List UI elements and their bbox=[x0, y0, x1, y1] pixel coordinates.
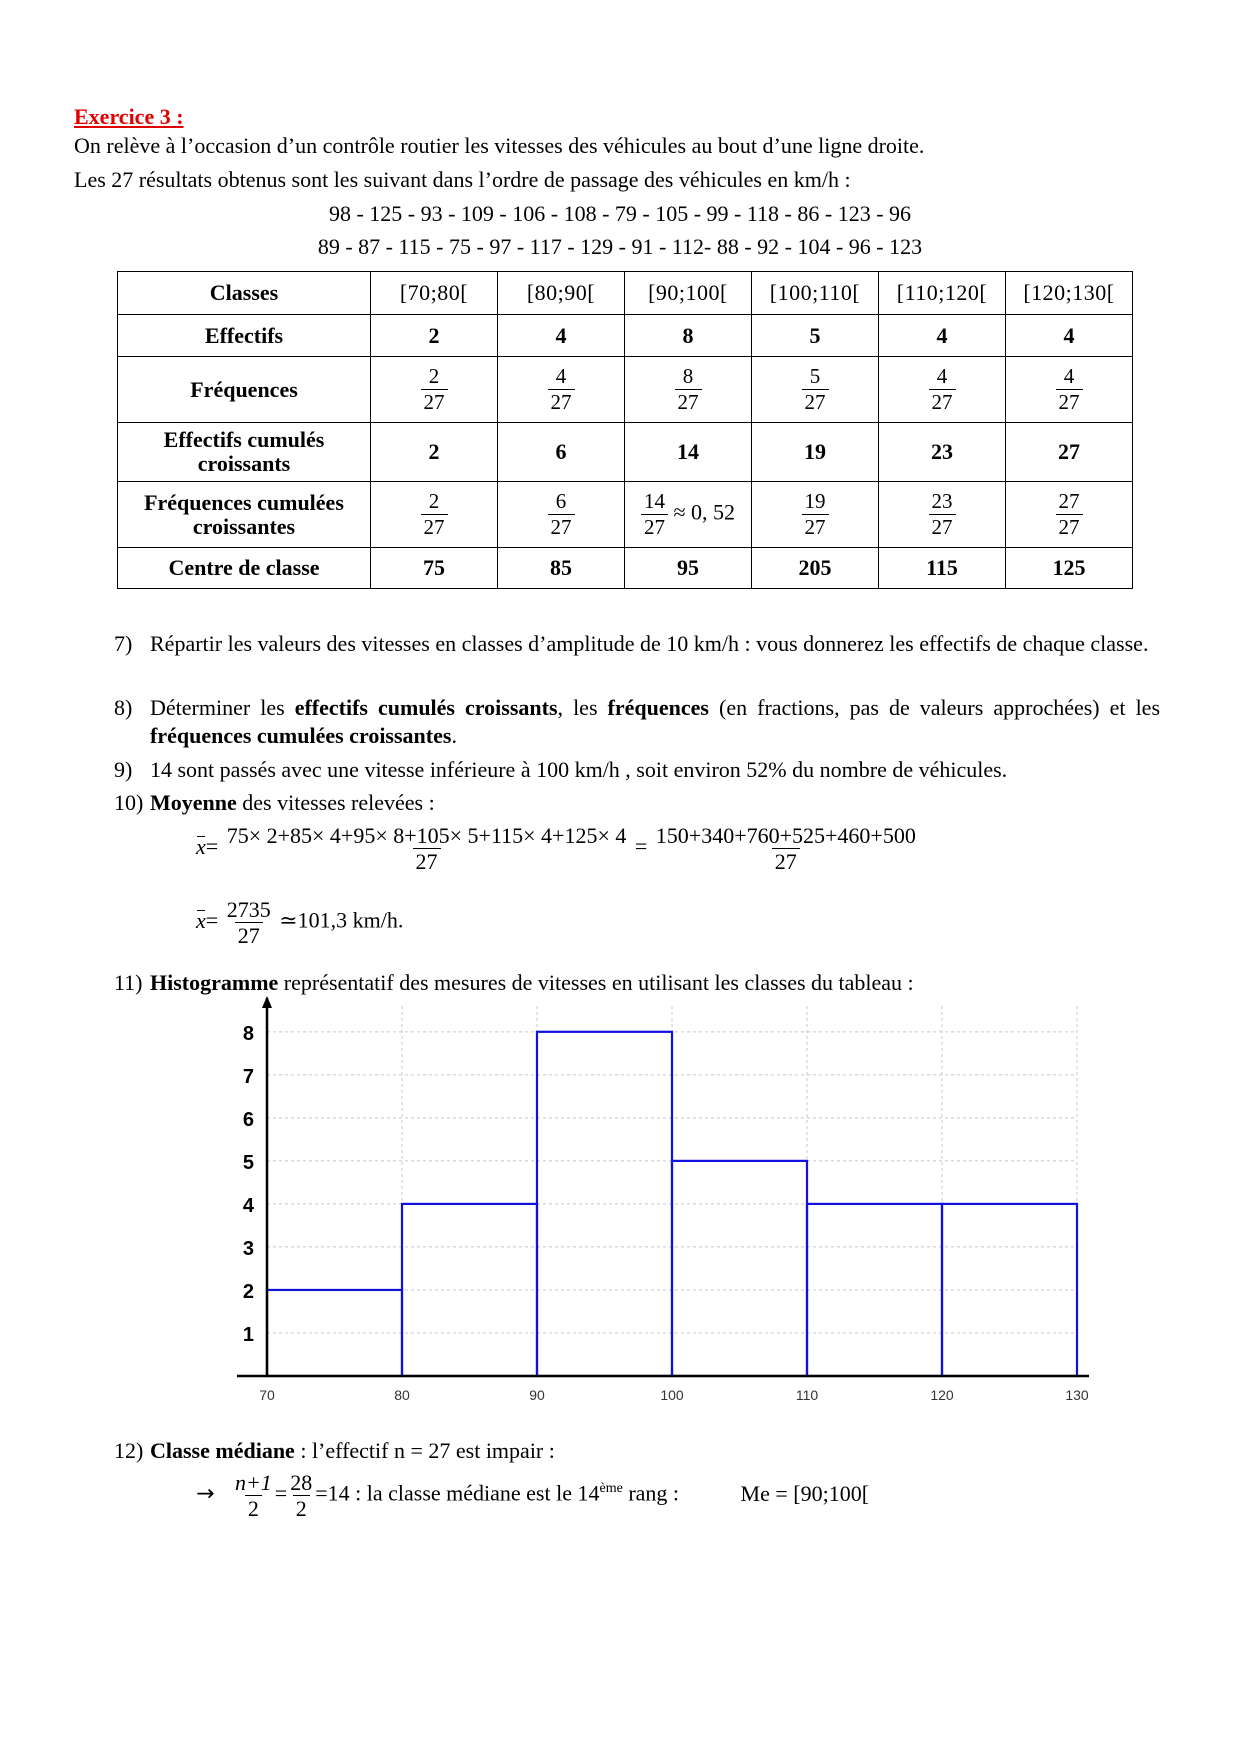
histogram-bar bbox=[402, 1204, 537, 1376]
fraction bbox=[1056, 364, 1083, 415]
mean-result bbox=[196, 897, 403, 948]
fraction-denominator: 27 bbox=[929, 514, 956, 540]
centre-cell: 95 bbox=[625, 548, 752, 589]
fraction bbox=[1056, 489, 1083, 540]
median-fraction-2 bbox=[287, 1470, 315, 1521]
text-bold: fréquences bbox=[607, 695, 709, 720]
data-line-1: 98 - 125 - 93 - 109 - 106 - 108 - 79 - 105 - 99 - 118 - 86 - 123 - 96 bbox=[328, 201, 912, 226]
fraction-numerator: n+1 bbox=[234, 1470, 272, 1495]
fraction-denominator: 27 bbox=[1056, 389, 1083, 415]
arrow-right-icon: → bbox=[196, 1481, 215, 1507]
histogram-chart bbox=[222, 992, 1102, 1430]
fraction-numerator: 4 bbox=[1063, 364, 1075, 388]
class-cell: [120;130[ bbox=[1006, 272, 1133, 315]
fraction-numerator: 75× 2+85× 4+95× 8+105× 5+115× 4+125× 4 bbox=[226, 823, 627, 848]
row-frequences bbox=[118, 357, 1133, 423]
fraction-numerator: 150+340+760+525+460+500 bbox=[655, 823, 916, 848]
y-tick-label: 6 bbox=[242, 1108, 254, 1131]
text-run: représentatif des mesures de vitesses en utilisant les classes du tableau : bbox=[278, 970, 914, 995]
median-class: Me = [90;100[ bbox=[740, 1480, 870, 1506]
question-text bbox=[150, 789, 1160, 817]
effectif-cell: 4 bbox=[1006, 315, 1133, 357]
centre-cell: 85 bbox=[498, 548, 625, 589]
fraction bbox=[802, 364, 829, 415]
stats-table bbox=[117, 271, 1133, 589]
mean-symbol: x bbox=[196, 907, 206, 933]
fraction-denominator: 27 bbox=[802, 389, 829, 415]
row-centre bbox=[118, 548, 1133, 589]
frequence-cell bbox=[625, 357, 752, 423]
text-run: Déterminer les bbox=[150, 695, 295, 720]
y-tick-label: 4 bbox=[242, 1194, 254, 1217]
frequence-cell bbox=[371, 357, 498, 423]
median-rank-text: =14 : la classe médiane est le 14 bbox=[315, 1480, 600, 1506]
effectif-cell: 2 bbox=[371, 315, 498, 357]
row-label-frequences: Fréquences bbox=[118, 357, 371, 423]
equals: = bbox=[205, 833, 219, 859]
y-tick-label: 8 bbox=[242, 1022, 254, 1045]
equals: = bbox=[634, 833, 648, 859]
fraction-denominator: 2 bbox=[293, 1495, 310, 1521]
x-tick-label: 100 bbox=[660, 1387, 684, 1403]
question-number: 8) bbox=[114, 695, 133, 720]
fraction-numerator: 8 bbox=[682, 364, 694, 388]
median-fraction-1 bbox=[232, 1470, 275, 1521]
ecc-cell: 14 bbox=[625, 423, 752, 482]
fraction-numerator: 2 bbox=[428, 364, 440, 388]
mean-fraction-3 bbox=[224, 897, 274, 948]
fraction bbox=[929, 364, 956, 415]
fraction bbox=[421, 364, 448, 415]
fraction-numerator: 6 bbox=[555, 489, 567, 513]
ecc-cell: 2 bbox=[371, 423, 498, 482]
mean-fraction-2 bbox=[653, 823, 919, 874]
x-tick-label: 130 bbox=[1065, 1387, 1089, 1403]
fraction-numerator: 27 bbox=[1058, 489, 1080, 513]
centre-cell: 115 bbox=[879, 548, 1006, 589]
question-number: 11) bbox=[114, 970, 143, 995]
x-tick-label: 70 bbox=[259, 1387, 275, 1403]
question-9 bbox=[114, 756, 1160, 784]
text-bold: Classe médiane bbox=[150, 1438, 295, 1463]
class-cell: [90;100[ bbox=[625, 272, 752, 315]
x-tick-label: 110 bbox=[795, 1387, 819, 1403]
fcc-approx: ≈ 0, 52 bbox=[673, 499, 736, 525]
mean-fraction-1 bbox=[224, 823, 630, 874]
equals: = bbox=[205, 907, 219, 933]
data-line-2: 89 - 87 - 115 - 75 - 97 - 117 - 129 - 91 - 112- 88 - 92 - 104 - 96 - 123 bbox=[317, 234, 923, 259]
fraction bbox=[548, 364, 575, 415]
question-12 bbox=[114, 1437, 1160, 1465]
text-run: (en fractions, pas de valeurs approchées) et les bbox=[708, 695, 1161, 720]
ecc-cell: 6 bbox=[498, 423, 625, 482]
effectif-cell: 4 bbox=[879, 315, 1006, 357]
text-bold: Moyenne bbox=[150, 790, 237, 815]
fcc-cell bbox=[752, 482, 879, 548]
question-text bbox=[150, 1437, 1160, 1465]
fcc-cell bbox=[625, 482, 752, 548]
fraction-denominator: 2 bbox=[245, 1495, 262, 1521]
question-text bbox=[150, 694, 1160, 750]
fraction bbox=[675, 364, 702, 415]
fraction-denominator: 27 bbox=[675, 389, 702, 415]
y-tick-label: 3 bbox=[242, 1237, 254, 1260]
median-formula bbox=[196, 1470, 869, 1521]
row-label-effectifs: Effectifs bbox=[118, 315, 371, 357]
fraction-numerator: 23 bbox=[931, 489, 953, 513]
fraction bbox=[929, 489, 956, 540]
equals: = bbox=[274, 1480, 288, 1506]
x-tick-label: 90 bbox=[529, 1387, 545, 1403]
median-rank-suffix: rang : bbox=[622, 1480, 680, 1506]
class-cell: [100;110[ bbox=[752, 272, 879, 315]
y-tick-label: 2 bbox=[242, 1280, 254, 1303]
ecc-cell: 27 bbox=[1006, 423, 1133, 482]
fraction bbox=[641, 489, 668, 540]
histogram-bar bbox=[942, 1204, 1077, 1376]
fraction-numerator: 4 bbox=[555, 364, 567, 388]
intro-line-1: On relève à l’occasion d’un contrôle routier les vitesses des véhicules au bout d’une ligne droite. bbox=[74, 133, 925, 158]
question-8 bbox=[114, 694, 1160, 750]
class-cell: [80;90[ bbox=[498, 272, 625, 315]
row-ecc bbox=[118, 423, 1133, 482]
fraction bbox=[548, 489, 575, 540]
frequence-cell bbox=[498, 357, 625, 423]
x-tick-label: 120 bbox=[930, 1387, 954, 1403]
text-run: des vitesses relevées : bbox=[236, 790, 435, 815]
class-cell: [70;80[ bbox=[371, 272, 498, 315]
fcc-cell bbox=[498, 482, 625, 548]
x-tick-label: 80 bbox=[394, 1387, 410, 1403]
fraction-denominator: 27 bbox=[929, 389, 956, 415]
histogram-bar bbox=[672, 1161, 807, 1376]
fraction-denominator: 27 bbox=[802, 514, 829, 540]
question-number: 7) bbox=[114, 631, 133, 656]
fraction-numerator: 28 bbox=[290, 1470, 313, 1495]
fraction-numerator: 4 bbox=[936, 364, 948, 388]
fraction-denominator: 27 bbox=[548, 514, 575, 540]
y-tick-label: 1 bbox=[242, 1323, 254, 1346]
y-axis-arrow-icon bbox=[262, 996, 272, 1008]
fraction-denominator: 27 bbox=[641, 514, 668, 540]
frequence-cell bbox=[879, 357, 1006, 423]
row-label-classes: Classes bbox=[118, 272, 371, 315]
fraction-denominator: 27 bbox=[421, 389, 448, 415]
centre-cell: 125 bbox=[1006, 548, 1133, 589]
mean-symbol: x bbox=[196, 833, 206, 859]
text-bold: effectifs cumulés croissants bbox=[294, 695, 558, 720]
question-10 bbox=[114, 789, 1160, 817]
centre-cell: 75 bbox=[371, 548, 498, 589]
frequence-cell bbox=[752, 357, 879, 423]
chart-tick-labels bbox=[243, 1023, 1089, 1403]
text-run: . bbox=[451, 723, 457, 748]
question-number: 9) bbox=[114, 757, 133, 782]
chart-axes bbox=[237, 996, 1089, 1376]
fraction bbox=[802, 489, 829, 540]
effectif-cell: 4 bbox=[498, 315, 625, 357]
fraction-numerator: 14 bbox=[643, 489, 665, 513]
centre-cell: 205 bbox=[752, 548, 879, 589]
fraction-numerator: 5 bbox=[809, 364, 821, 388]
fraction-denominator: 27 bbox=[1056, 514, 1083, 540]
mean-formula bbox=[196, 823, 919, 874]
ecc-cell: 19 bbox=[752, 423, 879, 482]
fraction-denominator: 27 bbox=[421, 514, 448, 540]
question-text: 14 sont passés avec une vitesse inférieure à 100 km/h , soit environ 52% du nombre de véhicules. bbox=[150, 757, 1008, 782]
question-number: 12) bbox=[114, 1438, 144, 1463]
superscript: ème bbox=[599, 1481, 623, 1497]
row-label-centre: Centre de classe bbox=[118, 548, 371, 589]
fcc-cell bbox=[371, 482, 498, 548]
text-run: : l’effectif n = 27 est impair : bbox=[294, 1438, 555, 1463]
fraction-denominator: 27 bbox=[548, 389, 575, 415]
question-7 bbox=[114, 630, 1160, 658]
row-effectifs bbox=[118, 315, 1133, 357]
question-number: 10) bbox=[114, 790, 144, 815]
y-tick-label: 7 bbox=[242, 1065, 254, 1088]
row-label-ecc: Effectifs cumulés croissants bbox=[118, 423, 371, 482]
effectif-cell: 5 bbox=[752, 315, 879, 357]
y-tick-label: 5 bbox=[242, 1151, 254, 1174]
intro-line-2: Les 27 résultats obtenus sont les suivant dans l’ordre de passage des véhicules en km/h : bbox=[74, 167, 851, 192]
text-run: , les bbox=[557, 695, 608, 720]
fraction-denominator: 27 bbox=[772, 848, 800, 874]
row-label-fcc: Fréquences cumulées croissantes bbox=[118, 482, 371, 548]
row-classes bbox=[118, 272, 1133, 315]
row-fcc bbox=[118, 482, 1133, 548]
ecc-cell: 23 bbox=[879, 423, 1006, 482]
question-text: Répartir les valeurs des vitesses en classes d’amplitude de 10 km/h : vous donnerez les effectifs de chaque classe. bbox=[150, 631, 1149, 656]
fcc-cell bbox=[1006, 482, 1133, 548]
exercise-title: Exercice 3 : bbox=[74, 104, 184, 129]
fraction-denominator: 27 bbox=[413, 848, 441, 874]
fraction-denominator: 27 bbox=[235, 922, 263, 948]
mean-value: ≃101,3 km/h. bbox=[279, 907, 404, 933]
fcc-cell bbox=[879, 482, 1006, 548]
fraction-numerator: 2735 bbox=[226, 897, 271, 922]
fraction-numerator: 2 bbox=[428, 489, 440, 513]
frequence-cell bbox=[1006, 357, 1133, 423]
effectif-cell: 8 bbox=[625, 315, 752, 357]
fraction-numerator: 19 bbox=[804, 489, 826, 513]
class-cell: [110;120[ bbox=[879, 272, 1006, 315]
fraction bbox=[421, 489, 448, 540]
text-bold: fréquences cumulées croissantes bbox=[150, 723, 452, 748]
text-bold: Histogramme bbox=[150, 970, 279, 995]
